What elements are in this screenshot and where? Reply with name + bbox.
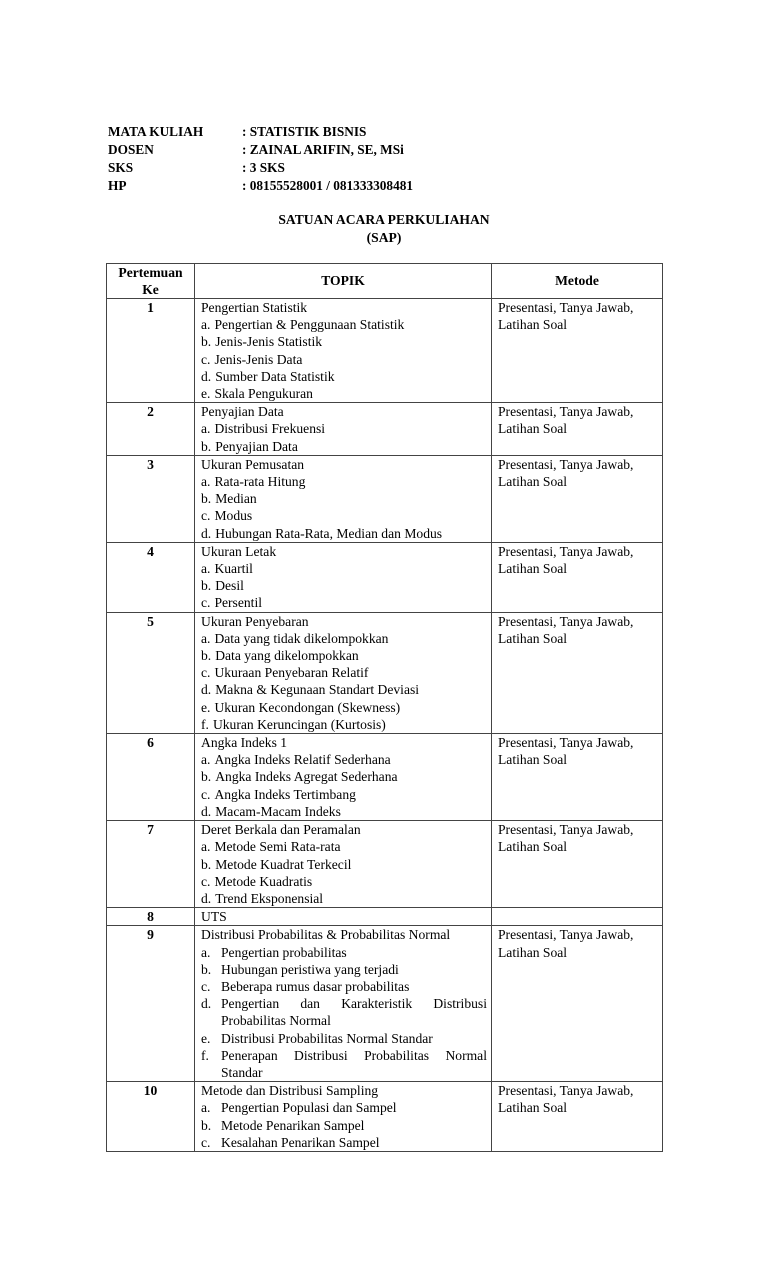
subtopic-text: Rata-rata Hitung: [214, 474, 306, 490]
method-cell: [492, 612, 663, 733]
lecturer-label: DOSEN: [108, 142, 154, 157]
subtopic-text: Hubungan Rata-Rata, Median dan Modus: [215, 525, 443, 541]
subtopic-text: Hubungan peristiwa yang terjadi: [221, 961, 399, 977]
subtopic-label: a.: [201, 839, 211, 855]
subtopic-label: b.: [201, 961, 212, 977]
lecturer-value: : ZAINAL ARIFIN, SE, MSi: [242, 142, 404, 157]
topic-title: Angka Indeks 1: [201, 735, 288, 751]
subtopic-text: Macam-Macam Indeks: [215, 803, 341, 819]
method-line: Presentasi, Tanya Jawab,: [498, 927, 634, 943]
header-topik: TOPIK: [195, 264, 492, 299]
subtopic-item: [201, 768, 487, 785]
sap-table: [106, 263, 663, 1152]
method-line: Latihan Soal: [498, 630, 568, 646]
course-info-row: [108, 141, 413, 159]
subtopic-text: Angka Indeks Agregat Sederhana: [215, 769, 398, 785]
subtopic-text: Metode Kuadratis: [214, 873, 313, 889]
method-line: Latihan Soal: [498, 1100, 568, 1116]
subtopic-text: Penyajian Data: [215, 438, 298, 454]
topic-title: Pengertian Statistik: [201, 300, 308, 315]
subtopic-text: Persentil: [214, 595, 263, 611]
subtopic-item: [201, 473, 487, 490]
subtopic-item: [201, 978, 487, 995]
header-metode: Metode: [492, 264, 663, 299]
subtopic-label: a.: [201, 317, 211, 333]
credits-label: SKS: [108, 160, 134, 175]
subtopic-text: Skala Pengukuran: [214, 386, 313, 402]
topic-cell: [195, 542, 492, 612]
subtopic-text: Data yang dikelompokkan: [215, 648, 359, 664]
table-row: [107, 455, 663, 542]
subtopic-text: Makna & Kegunaan Standart Deviasi: [215, 682, 420, 698]
topic-title: Penyajian Data: [201, 404, 284, 420]
method-line: Latihan Soal: [498, 561, 568, 577]
subtopic-item: [201, 647, 487, 664]
method-line: Presentasi, Tanya Jawab,: [498, 1083, 634, 1099]
topic-cell: [195, 821, 492, 908]
title-subline: (SAP): [366, 230, 402, 245]
topic-title: Ukuran Letak: [201, 543, 277, 559]
subtopic-label: e.: [201, 699, 211, 715]
subtopic-text: Pengertian & Penggunaan Statistik: [214, 317, 405, 333]
subtopic-item: [201, 699, 487, 716]
table-body: [107, 299, 663, 1152]
subtopic-label: b.: [201, 578, 212, 594]
subtopic-label: d.: [201, 890, 212, 906]
subtopic-item: [201, 333, 487, 350]
subtopic-continuation: Probabilitas Normal: [221, 1013, 331, 1029]
subtopic-text: Ukuraan Penyebaran Relatif: [214, 665, 369, 681]
meeting-number: 8: [107, 908, 195, 926]
course-info-row: [108, 123, 413, 141]
subtopic-label: a.: [201, 561, 211, 577]
topic-title: UTS: [201, 909, 227, 925]
subtopic-text: Median: [215, 491, 257, 507]
subtopic-label: a.: [201, 474, 211, 490]
subtopic-item: [201, 1117, 487, 1134]
method-cell: [492, 734, 663, 821]
method-line: Presentasi, Tanya Jawab,: [498, 822, 634, 838]
subtopic-text: Metode Kuadrat Terkecil: [215, 856, 352, 872]
method-line: Presentasi, Tanya Jawab,: [498, 456, 634, 472]
topic-title: Ukuran Penyebaran: [201, 613, 309, 629]
credits-value: : 3 SKS: [242, 160, 285, 175]
subtopic-continuation: Standar: [221, 1064, 263, 1080]
subtopic-text: Metode Semi Rata-rata: [214, 839, 341, 855]
subtopic-label: d.: [201, 525, 212, 541]
method-cell: [492, 455, 663, 542]
subtopic-label: b.: [201, 1117, 212, 1133]
subtopic-label: a.: [201, 630, 211, 646]
subtopic-item: [201, 961, 487, 978]
subtopic-item: [201, 1099, 487, 1116]
subtopic-item: [201, 420, 487, 437]
subtopic-label: a.: [201, 944, 211, 960]
subtopic-text: Kesalahan Penarikan Sampel: [221, 1134, 380, 1150]
table-row: [107, 821, 663, 908]
table-row: [107, 299, 663, 403]
subtopic-item: [201, 1134, 487, 1151]
subtopic-item: [201, 577, 487, 594]
subtopic-label: a.: [201, 752, 211, 768]
subtopic-label: c.: [201, 978, 211, 994]
phone-label: HP: [108, 178, 127, 193]
subtopic-item: [201, 594, 487, 611]
phone-value: : 08155528001 / 081333308481: [242, 178, 414, 193]
table-row: [107, 926, 663, 1082]
subtopic-item: [201, 368, 487, 385]
subtopic-label: a.: [201, 421, 211, 437]
subtopic-label: c.: [201, 786, 211, 802]
table-row: [107, 542, 663, 612]
subtopic-item: [201, 873, 487, 890]
table-row: [107, 734, 663, 821]
method-line: Latihan Soal: [498, 317, 568, 333]
method-line: Presentasi, Tanya Jawab,: [498, 404, 634, 420]
meeting-number: 1: [107, 299, 195, 403]
document-title: [108, 211, 660, 247]
subtopic-item: [201, 560, 487, 577]
subtopic-item: [201, 751, 487, 768]
header-pertemuan-line2: Ke: [142, 282, 159, 297]
method-cell: [492, 542, 663, 612]
subtopic-text: Angka Indeks Relatif Sederhana: [214, 752, 391, 768]
method-line: Presentasi, Tanya Jawab,: [498, 735, 634, 751]
topic-cell: [195, 926, 492, 1082]
topic-cell: [195, 403, 492, 456]
method-line: Latihan Soal: [498, 752, 568, 768]
meeting-number: 4: [107, 542, 195, 612]
subtopic-label: b.: [201, 334, 212, 350]
subtopic-item: [201, 944, 487, 961]
subtopic-label: b.: [201, 856, 212, 872]
method-cell: [492, 821, 663, 908]
subtopic-text: Jenis-Jenis Data: [214, 351, 303, 367]
subtopic-text: Pengertian probabilitas: [221, 944, 347, 960]
table-row: [107, 403, 663, 456]
subtopic-text: Angka Indeks Tertimbang: [214, 786, 356, 802]
subtopic-label: d.: [201, 682, 212, 698]
course-value: : STATISTIK BISNIS: [242, 124, 367, 139]
meeting-number: 6: [107, 734, 195, 821]
subtopic-item: [201, 856, 487, 873]
subtopic-label: f.: [201, 716, 209, 732]
topic-cell: [195, 1082, 492, 1152]
subtopic-text: Penerapan Distribusi Probabilitas Normal: [221, 1047, 487, 1063]
subtopic-item: [201, 681, 487, 698]
method-line: Presentasi, Tanya Jawab,: [498, 543, 634, 559]
subtopic-label: a.: [201, 1100, 211, 1116]
subtopic-item: [201, 438, 487, 455]
topic-cell: [195, 734, 492, 821]
course-label: MATA KULIAH: [108, 124, 204, 139]
subtopic-label: c.: [201, 1134, 211, 1150]
method-cell: [492, 908, 663, 926]
subtopic-item: [201, 716, 487, 733]
topic-title: Ukuran Pemusatan: [201, 456, 305, 472]
course-info-row: [108, 159, 413, 177]
subtopic-text: Distribusi Frekuensi: [214, 421, 326, 437]
table-header-row: [107, 264, 663, 299]
topic-title: Distribusi Probabilitas & Probabilitas Normal: [201, 927, 451, 943]
header-pertemuan-line1: Pertemuan: [118, 265, 183, 280]
subtopic-item: [201, 630, 487, 647]
topic-cell: [195, 299, 492, 403]
subtopic-text: Trend Eksponensial: [215, 890, 324, 906]
topic-cell: [195, 455, 492, 542]
table-row: [107, 1082, 663, 1152]
subtopic-label: b.: [201, 491, 212, 507]
method-line: Latihan Soal: [498, 839, 568, 855]
subtopic-text: Pengertian dan Karakteristik Distribusi: [221, 996, 487, 1012]
subtopic-item: [201, 385, 487, 402]
subtopic-text: Metode Penarikan Sampel: [221, 1117, 365, 1133]
meeting-number: 9: [107, 926, 195, 1082]
topic-cell: [195, 612, 492, 733]
subtopic-text: Data yang tidak dikelompokkan: [214, 630, 389, 646]
subtopic-item: [201, 507, 487, 524]
subtopic-item: [201, 838, 487, 855]
method-line: Latihan Soal: [498, 944, 568, 960]
course-info-row: [108, 177, 413, 195]
title-line: SATUAN ACARA PERKULIAHAN: [278, 212, 490, 227]
subtopic-text: Kuartil: [214, 561, 253, 577]
subtopic-item: [201, 1030, 487, 1047]
method-cell: [492, 403, 663, 456]
subtopic-item: [201, 351, 487, 368]
subtopic-label: c.: [201, 873, 211, 889]
header-pertemuan: [107, 264, 195, 299]
subtopic-label: c.: [201, 351, 211, 367]
subtopic-label: e.: [201, 386, 211, 402]
subtopic-label: d.: [201, 368, 212, 384]
meeting-number: 7: [107, 821, 195, 908]
subtopic-label: b.: [201, 438, 212, 454]
meeting-number: 3: [107, 455, 195, 542]
subtopic-text: Ukuran Kecondongan (Skewness): [214, 699, 401, 715]
subtopic-label: d.: [201, 996, 212, 1012]
subtopic-item: [201, 1047, 487, 1064]
subtopic-item: [201, 995, 487, 1012]
subtopic-label: f.: [201, 1047, 209, 1063]
subtopic-text: Distribusi Probabilitas Normal Standar: [221, 1030, 433, 1046]
subtopic-label: c.: [201, 595, 211, 611]
method-line: Latihan Soal: [498, 421, 568, 437]
method-cell: [492, 1082, 663, 1152]
subtopic-item: [201, 490, 487, 507]
subtopic-item: [201, 890, 487, 907]
subtopic-text: Modus: [214, 508, 253, 524]
subtopic-text: Ukuran Keruncingan (Kurtosis): [212, 716, 386, 732]
table-row: [107, 908, 663, 926]
topic-title: Metode dan Distribusi Sampling: [201, 1083, 379, 1099]
method-line: Presentasi, Tanya Jawab,: [498, 613, 634, 629]
subtopic-text: Desil: [215, 578, 244, 594]
subtopic-text: Jenis-Jenis Statistik: [215, 334, 323, 350]
topic-cell: [195, 908, 492, 926]
meeting-number: 2: [107, 403, 195, 456]
subtopic-label: e.: [201, 1030, 211, 1046]
subtopic-text: Pengertian Populasi dan Sampel: [221, 1100, 397, 1116]
method-line: Latihan Soal: [498, 474, 568, 490]
subtopic-item: [201, 525, 487, 542]
method-line: Presentasi, Tanya Jawab,: [498, 300, 634, 315]
subtopic-label: c.: [201, 508, 211, 524]
subtopic-item: [201, 664, 487, 681]
subtopic-label: b.: [201, 769, 212, 785]
subtopic-item: [201, 316, 487, 333]
meeting-number: 10: [107, 1082, 195, 1152]
subtopic-text: Beberapa rumus dasar probabilitas: [221, 978, 410, 994]
subtopic-label: b.: [201, 648, 212, 664]
method-cell: [492, 299, 663, 403]
topic-title: Deret Berkala dan Peramalan: [201, 822, 361, 838]
meeting-number: 5: [107, 612, 195, 733]
subtopic-item: [201, 786, 487, 803]
course-info: [108, 123, 413, 195]
subtopic-label: c.: [201, 665, 211, 681]
subtopic-item: [201, 803, 487, 820]
method-cell: [492, 926, 663, 1082]
subtopic-text: Sumber Data Statistik: [215, 368, 335, 384]
table-row: [107, 612, 663, 733]
subtopic-label: d.: [201, 803, 212, 819]
